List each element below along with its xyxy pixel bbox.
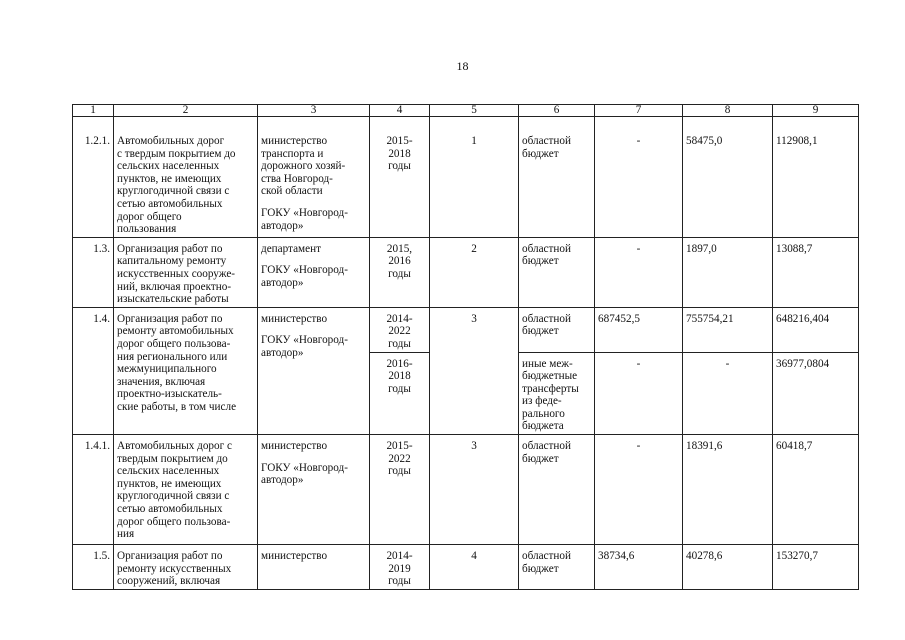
executor: министерство транспорта и дорожного хозяй- ства Новгород- ской области ГОКУ «Новгород- автодор» bbox=[258, 117, 370, 238]
value-col7: - bbox=[595, 435, 683, 545]
funding-source: областной бюджет bbox=[519, 307, 595, 352]
period: 2015- 2022 годы bbox=[370, 435, 430, 545]
funding-source: иные меж- бюджетные трансферты из феде- рального бюджета bbox=[519, 352, 595, 435]
row-number: 1.2.1. bbox=[73, 117, 114, 238]
value-col8: 40278,6 bbox=[683, 545, 773, 590]
executor: министерство ГОКУ «Новгород- автодор» bbox=[258, 435, 370, 545]
target-number: 1 bbox=[430, 117, 519, 238]
header-cell: 7 bbox=[595, 105, 683, 117]
measure-name: Организация работ по капитальному ремонту искусственных сооруже- ний, включая проектно- изыскательские работы bbox=[114, 237, 258, 307]
header-row bbox=[73, 105, 859, 117]
table-row bbox=[73, 545, 859, 590]
value-col9: 112908,1 bbox=[773, 117, 859, 238]
header-cell: 4 bbox=[370, 105, 430, 117]
value-col7: - bbox=[595, 352, 683, 435]
value-col8: 18391,6 bbox=[683, 435, 773, 545]
period: 2016- 2018 годы bbox=[370, 352, 430, 435]
value-col9: 36977,0804 bbox=[773, 352, 859, 435]
value-col7: 38734,6 bbox=[595, 545, 683, 590]
period: 2015, 2016 годы bbox=[370, 237, 430, 307]
measure-name: Организация работ по ремонту автомобильных дорог общего пользова- ния регионального или межмуниципального значения, включая проектно-изыскатель- ские работы, в том числе bbox=[114, 307, 258, 434]
header-cell: 2 bbox=[114, 105, 258, 117]
funding-source: областной бюджет bbox=[519, 237, 595, 307]
program-table bbox=[72, 104, 859, 590]
measure-name: Организация работ по ремонту искусственных сооружений, включая bbox=[114, 545, 258, 590]
value-col9: 60418,7 bbox=[773, 435, 859, 545]
table-row bbox=[73, 117, 859, 238]
value-col7: 687452,5 bbox=[595, 307, 683, 352]
header-cell: 9 bbox=[773, 105, 859, 117]
value-col8: 755754,21 bbox=[683, 307, 773, 352]
table-row bbox=[73, 307, 859, 352]
table-row bbox=[73, 237, 859, 307]
row-number: 1.4.1. bbox=[73, 435, 114, 545]
row-number: 1.3. bbox=[73, 237, 114, 307]
row-number: 1.5. bbox=[73, 545, 114, 590]
funding-source: областной бюджет bbox=[519, 117, 595, 238]
period: 2014- 2022 годы bbox=[370, 307, 430, 352]
header-cell: 1 bbox=[73, 105, 114, 117]
row-number: 1.4. bbox=[73, 307, 114, 434]
target-number: 4 bbox=[430, 545, 519, 590]
value-col9: 648216,404 bbox=[773, 307, 859, 352]
value-col9: 13088,7 bbox=[773, 237, 859, 307]
value-col8: - bbox=[683, 352, 773, 435]
period: 2015- 2018 годы bbox=[370, 117, 430, 238]
executor: департамент ГОКУ «Новгород- автодор» bbox=[258, 237, 370, 307]
value-col8: 58475,0 bbox=[683, 117, 773, 238]
measure-name: Автомобильных дорог с твердым покрытием до сельских населенных пунктов, не имеющих круглогодичной связи с сетью автомобильных дорог общего пользова- ния bbox=[114, 435, 258, 545]
target-number: 3 bbox=[430, 307, 519, 434]
period: 2014- 2019 годы bbox=[370, 545, 430, 590]
measure-name: Автомобильных дорог с твердым покрытием до сельских населенных пунктов, не имеющих круглогодичной связи с сетью автомобильных дорог общего пользования bbox=[114, 117, 258, 238]
funding-source: областной бюджет bbox=[519, 545, 595, 590]
header-cell: 8 bbox=[683, 105, 773, 117]
target-number: 2 bbox=[430, 237, 519, 307]
value-col7: - bbox=[595, 117, 683, 238]
header-cell: 3 bbox=[258, 105, 370, 117]
executor: министерство bbox=[258, 545, 370, 590]
header-cell: 6 bbox=[519, 105, 595, 117]
value-col8: 1897,0 bbox=[683, 237, 773, 307]
table-row bbox=[73, 435, 859, 545]
executor: министерство ГОКУ «Новгород- автодор» bbox=[258, 307, 370, 434]
header-cell: 5 bbox=[430, 105, 519, 117]
page-number: 18 bbox=[456, 59, 469, 73]
funding-source: областной бюджет bbox=[519, 435, 595, 545]
value-col7: - bbox=[595, 237, 683, 307]
value-col9: 153270,7 bbox=[773, 545, 859, 590]
target-number: 3 bbox=[430, 435, 519, 545]
